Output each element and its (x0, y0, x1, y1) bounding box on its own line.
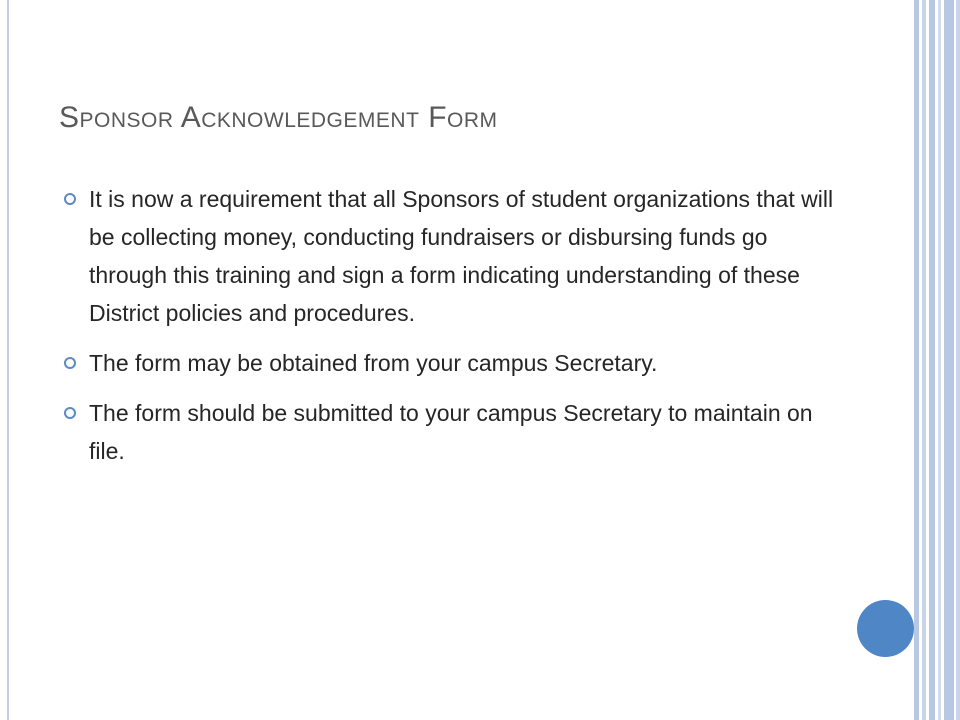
rail-stripe (929, 0, 935, 720)
rail-stripe (956, 0, 960, 720)
rail-stripe (938, 0, 941, 720)
bullet-item (64, 344, 844, 382)
bullet-list (64, 180, 844, 482)
rail-stripe (914, 0, 919, 720)
rail-stripe (922, 0, 926, 720)
hollow-circle-icon (64, 407, 76, 419)
hollow-circle-icon (64, 357, 76, 369)
accent-circle-decoration (857, 600, 914, 657)
left-border-line (7, 0, 9, 720)
rail-stripe (944, 0, 954, 720)
right-decorative-rails (914, 0, 960, 720)
bullet-text: The form may be obtained from your campus Secretary. (89, 350, 658, 376)
slide-title: Sponsor Acknowledgement Form (59, 101, 498, 134)
bullet-text: It is now a requirement that all Sponsors of student organizations that will be collecting money, conducting fundraisers or disbursing funds go through this training and sign a form indicating understanding of these District policies and procedures. (89, 186, 834, 326)
bullet-item (64, 394, 844, 470)
hollow-circle-icon (64, 193, 76, 205)
bullet-item (64, 180, 844, 332)
bullet-text: The form should be submitted to your campus Secretary to maintain on file. (89, 400, 813, 464)
